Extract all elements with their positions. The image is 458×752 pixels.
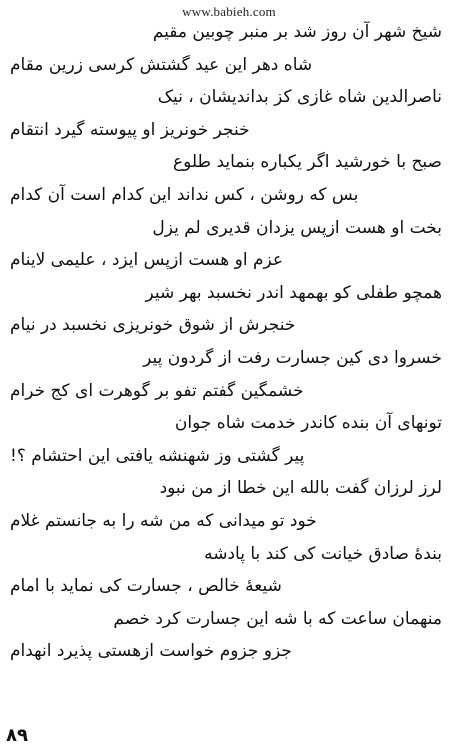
poem-line: بندهٔ صادق خیانت کی کند با پادشه — [204, 543, 442, 564]
watermark: www.babieh.com — [182, 4, 276, 19]
poem-line: خنجر خونریز او پیوسته گیرد انتقام — [10, 119, 250, 140]
poem-line: بخت او هست ازپس یزدان قدیری لم یزل — [152, 217, 442, 238]
poem-line: عزم او هست ازپس ایزد ، علیمی لاینام — [10, 250, 284, 271]
poem-line: پیر گشتی وز شهنشه یافتی این احتشام ؟! — [10, 445, 305, 466]
poem-line: تونهای آن بنده کاندر خدمت شاه جوان — [174, 413, 442, 434]
poem-line: شیعهٔ خالص ، جسارت کی نماید با امام — [10, 576, 282, 597]
poem-line: بس که روشن ، کس نداند این کدام است آن کدام — [10, 184, 359, 205]
poem-line: خنجرش از شوق خونریزی نخسبد در نیام — [10, 315, 296, 336]
poem-line: منهمان ساعت که با شه این جسارت کرد خصم — [113, 608, 442, 629]
poem-line: خشمگین گفتم تفو بر گوهرت ای کج خرام — [10, 380, 304, 401]
poem-line: لرز لرزان گفت بالله این خطا از من نبود — [159, 478, 442, 499]
poem-line: جزو جزوم خواست ازهستی پذیرد انهدام — [10, 641, 292, 662]
poem-line: همچو طفلی کو بهمهد اندر نخسبد بهر شیر — [145, 282, 442, 303]
poem-line: شاه دهر این عید گشتش کرسی زرین مقام — [10, 54, 313, 75]
poem-line: شیخ شهر آن روز شد بر منبر چوبین مقیم — [152, 22, 442, 42]
page-number: ۸۹ — [6, 725, 28, 746]
poem-line: صبح با خورشید اگر یکباره بنماید طلوع — [172, 152, 442, 173]
poem-line: ناصرالدین شاه غازی کز بداندیشان ، نیک — [157, 87, 442, 108]
poem-line: خسروا دی کین جسارت رفت از گردون پیر — [143, 347, 442, 368]
poem — [8, 16, 446, 668]
poem-line: خود تو میدانی که من شه را به جانستم غلام — [10, 510, 317, 531]
